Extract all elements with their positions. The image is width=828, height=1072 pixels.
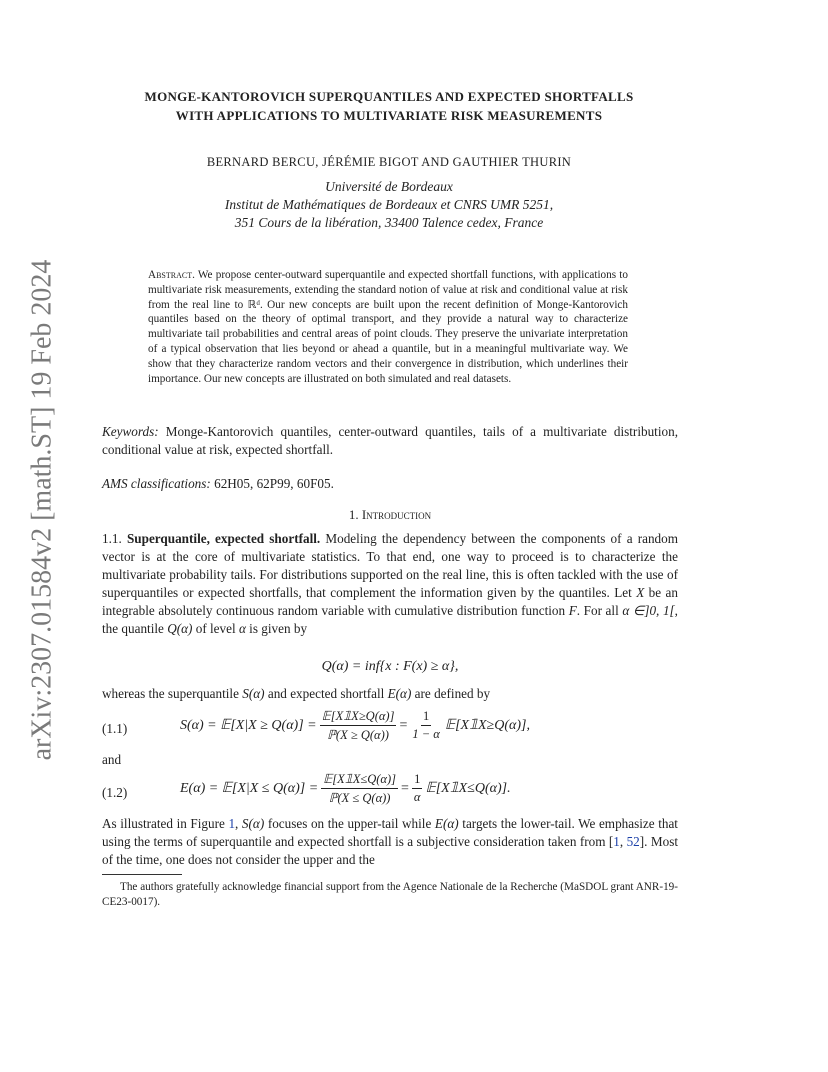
section-title: Introduction [361, 507, 432, 522]
var-f: F [568, 603, 577, 618]
paragraph-intro [102, 530, 678, 638]
paragraph-figure-ref [102, 815, 678, 869]
title-line-1: MONGE-KANTOROVICH SUPERQUANTILES AND EXPECTED SHORTFALLS [144, 89, 634, 104]
eq1-fraction [320, 708, 397, 743]
para2-e-alpha: E(α) [434, 816, 459, 831]
abstract-text-1: We propose center-outward superquantile and expected shortfall functions, with applications to multivariate risk measurements, extending the standard notion of value at risk and conditional value at risk from the real line to [148, 269, 628, 311]
eq1-lhs: S(α) = 𝔼[X|X ≥ Q(α)] = [180, 718, 317, 733]
abstract [148, 268, 628, 386]
abstract-text-2: . Our new concepts are built upon the recent definition of Monge-Kantorovich quantiles based on the theory of optimal transport, and they provide a natural way to characterize multivariate tail probabilities and central areas of point clouds. They preserve the univariate interpretation of a typical observation that lies beyond or ahead a quantile, but in a meaningful multivariate way. We show that they characterize random vectors and their convergence in distribution, which underlines their importance. Our new concepts are illustrated on both simulated and real datasets. [148, 298, 628, 385]
eq2-frac-num: 𝔼[X𝟙X≤Q(α)] [321, 771, 398, 789]
eq2-frac-den: ℙ(X ≤ Q(α)) [328, 791, 391, 805]
keywords-label: Keywords: [102, 424, 159, 439]
alpha-range: α ∈]0, 1[ [622, 603, 675, 618]
citation-1-link[interactable]: 1 [613, 834, 620, 849]
intro-text-4: , the quantile [102, 603, 678, 636]
quantile-formula: Q(α) = inf{x : F(x) ≥ α}, [321, 659, 459, 674]
affiliation-line-1: Université de Bordeaux [325, 179, 453, 194]
paper-title [100, 87, 678, 125]
section-heading [102, 507, 678, 523]
subsection-number: 1.1. [102, 531, 122, 546]
eq1-fraction-2 [410, 709, 442, 742]
eq2-lhs: E(α) = 𝔼[X|X ≤ Q(α)] = [180, 781, 319, 796]
keywords-text: Monge-Kantorovich quantiles, center-outward quantiles, tails of a multivariate distribution, conditional value at risk, expected shortfall. [102, 424, 678, 457]
eq2-equals: = [401, 780, 409, 796]
eq1-frac-den: ℙ(X ≥ Q(α)) [327, 728, 389, 742]
keywords [102, 423, 678, 459]
equation-1 [180, 708, 680, 743]
alpha: α [238, 621, 246, 636]
intro-text-2: be an integrable absolutely continuous random variable with cumulative distribution function [102, 585, 678, 618]
eq1-equals: = [399, 717, 408, 733]
subsection-title: Superquantile, expected shortfall. [126, 531, 321, 546]
section-number: 1. [348, 507, 359, 522]
title-line-2: WITH APPLICATIONS TO MULTIVARIATE RISK MEASUREMENTS [175, 108, 603, 123]
eq1-frac2-num: 1 [421, 709, 431, 726]
eq1-frac-num: 𝔼[X𝟙X≥Q(α)] [320, 708, 397, 726]
q-alpha: Q(α) [167, 621, 193, 636]
affiliation [100, 178, 678, 232]
intro-text-5: of level [192, 621, 239, 636]
s-alpha: S(α) [242, 686, 265, 701]
para2-text-3: focuses on the upper-tail while [264, 816, 435, 831]
eq2-rhs: 𝔼[X𝟙X≤Q(α)]. [425, 781, 511, 796]
affiliation-line-2: Institut de Mathématiques de Bordeaux et CNRS UMR 5251, [224, 197, 554, 212]
eq1-rhs: 𝔼[X𝟙X≥Q(α)], [444, 718, 530, 733]
intro-text-6: is given by [245, 621, 308, 636]
arxiv-identifier-stamp [19, 259, 65, 761]
para2-text-2: , [235, 816, 242, 831]
para2-text-5: . Most of the time, one does not consider the upper and the [102, 834, 678, 867]
var-x: X [636, 585, 645, 600]
abstract-label: Abstract. [148, 269, 195, 281]
figure-1-link[interactable]: 1 [228, 816, 236, 831]
footnote: The authors gratefully acknowledge financial support from the Agence Nationale de la Recherche (MaSDOL grant ANR-19-CE23-0017). [102, 881, 678, 908]
author-list: BERNARD BERCU, JÉRÉMIE BIGOT AND GAUTHIER THURIN [206, 155, 572, 169]
eq2-frac2-num: 1 [412, 772, 422, 789]
abstract-rd-symbol: ℝᵈ [247, 298, 260, 311]
whereas-text-3: are defined by [411, 686, 491, 701]
cite-separator: , [619, 834, 627, 849]
eq2-fraction-2 [412, 772, 423, 805]
para2-text-4: targets the lower-tail. We emphasize that using the terms of superquantile and expected shortfall is a subjective consideration taken from [102, 816, 678, 849]
eq2-frac2-den: α [413, 790, 421, 804]
and-text: and [102, 752, 122, 767]
eq2-fraction [321, 771, 398, 806]
intro-text-3: . For all [576, 603, 623, 618]
ams-text: 62H05, 62P99, 60F05. [210, 476, 334, 491]
equation-2-label: (1.2) [102, 785, 128, 800]
e-alpha: E(α) [387, 686, 412, 701]
equation-2 [180, 771, 680, 806]
affiliation-line-3: 351 Cours de la libération, 33400 Talence cedex, France [234, 215, 544, 230]
eq1-frac2-den: 1 − α [412, 727, 440, 741]
para2-s-alpha: S(α) [241, 816, 265, 831]
para2-text-1: As illustrated in Figure [102, 816, 229, 831]
arxiv-stamp-text: arXiv:2307.01584v2 [math.ST] 19 Feb 2024 [26, 259, 57, 761]
whereas-text-1: whereas the superquantile [102, 686, 243, 701]
citation-52-link[interactable]: 52 [626, 834, 640, 849]
cite-close: ] [639, 834, 645, 849]
paragraph-whereas [102, 685, 678, 703]
footnote-divider [102, 874, 182, 875]
cite-open: [ [608, 834, 614, 849]
ams-classifications [102, 476, 678, 492]
whereas-text-2: and expected shortfall [264, 686, 388, 701]
ams-label: AMS classifications: [102, 476, 211, 491]
equation-1-label: (1.1) [102, 721, 128, 736]
intro-text-1: Modeling the dependency between the components of a random vector is at the core of multivariate statistics. To that end, one way to proceed is to characterize the multivariate probability tails. For distributions supported on the real line, this is often tackled with the use of superquantiles or expected shortfalls, that complement the information given by the quantiles. Let [102, 531, 679, 600]
